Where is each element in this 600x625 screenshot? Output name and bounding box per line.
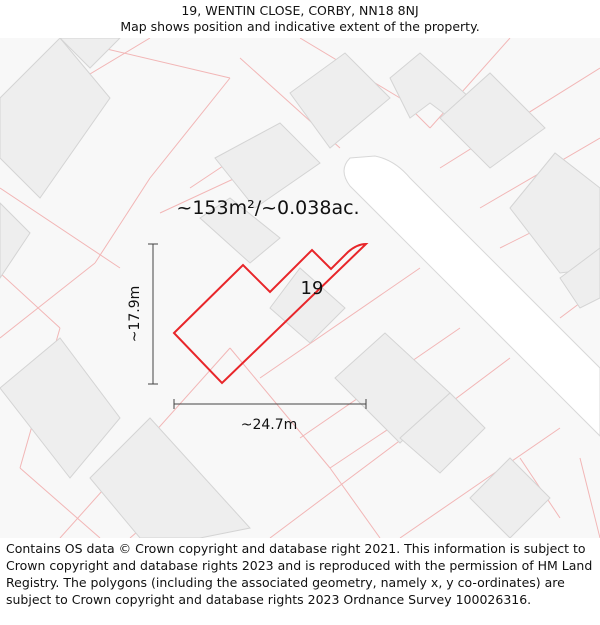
width-dimension-label: ~24.7m [240,417,298,433]
area-label: ~153m²/~0.038ac. [176,197,360,219]
map-header [0,0,600,38]
map-description: Map shows position and indicative extent of the property. [120,19,480,34]
height-dimension-label: ~17.9m [127,285,143,343]
address-title: 19, WENTIN CLOSE, CORBY, NN18 8NJ [181,3,419,18]
house-number-label: 19 [300,278,324,299]
map-canvas[interactable] [0,38,600,538]
copyright-notice: Contains OS data © Crown copyright and database right 2021. This information is subject to Crown copyright and database rights 2023 and is reproduced with the permission of HM Land Registry. The polygons (including the associated geometry, namely x, y co-ordinates) are subject to Crown copyright and database rights 2023 Ordnance Survey 100026316. [6,541,593,607]
map-svg [0,38,600,538]
